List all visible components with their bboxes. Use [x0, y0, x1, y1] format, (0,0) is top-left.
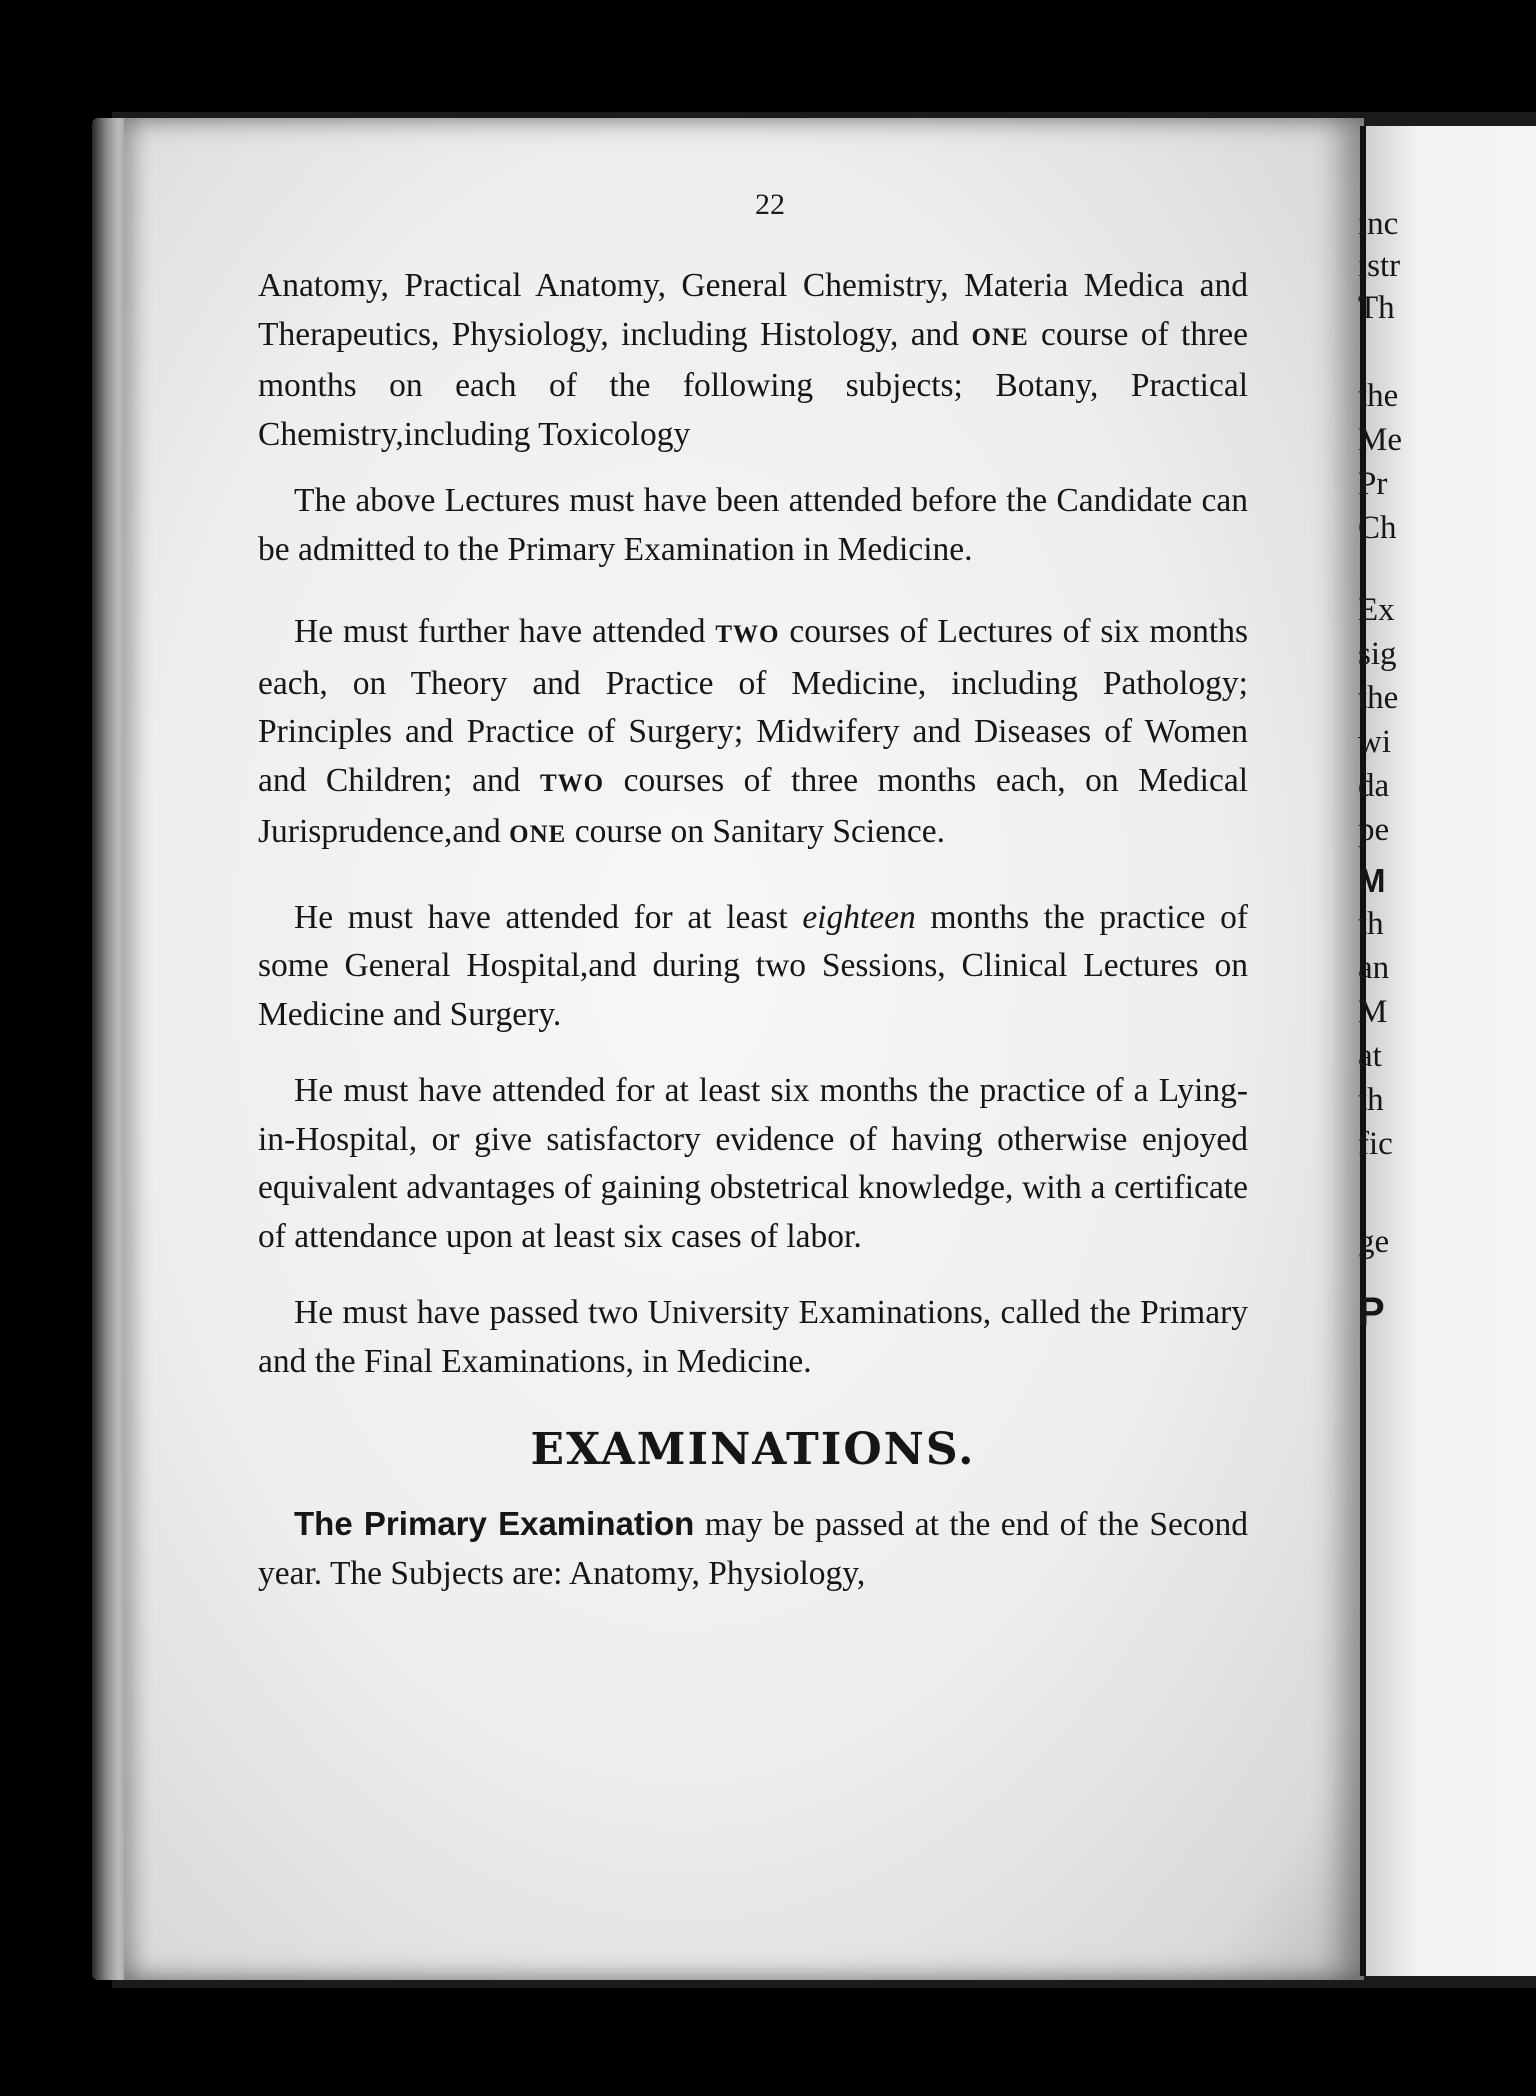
right-page-fragment: ge — [1358, 1224, 1390, 1260]
right-page-fragment: the — [1358, 378, 1399, 414]
paragraph-primary-requirement: The above Lectures must have been attended before the Candidate can be admitted to the Primary Examination in Medicine. — [258, 482, 1248, 568]
text-run: course on Sanitary Science. — [566, 813, 945, 850]
text-run: He must further have attended — [294, 613, 716, 650]
right-page-partial — [1358, 126, 1536, 1976]
paragraph-university-exams: He must have passed two University Examinations, called the Primary and the Final Examinations, in Medicine. — [258, 1294, 1248, 1380]
right-page-fragment: th — [1358, 1082, 1384, 1118]
right-page-fragment: fic — [1358, 1126, 1393, 1162]
right-page-fragment: inc — [1358, 206, 1399, 242]
right-page-fragment: M — [1358, 994, 1388, 1030]
body-text — [258, 262, 1248, 1598]
right-page-fragment: the — [1358, 680, 1399, 716]
right-page-fragment: Th — [1358, 290, 1395, 326]
right-page-fragment: pe — [1358, 812, 1390, 848]
text-run: courses of Lectures of six months each, on Theory and Practice of Medicine, including Pathology; Principles and Practice of Surgery; Midwifery and Diseases of Women and Children; and — [258, 613, 1248, 799]
right-page-fragment: Ch — [1358, 510, 1397, 546]
text-run: Anatomy, Practical Anatomy, General Chemistry, Materia Medica and Therapeutics, Physiology, including Histology, and — [258, 267, 1248, 353]
paragraph-primary-examination — [258, 1500, 1248, 1598]
text-run: He must have attended for at least — [294, 898, 803, 936]
paragraph-course-list — [258, 262, 1248, 459]
page-number: 22 — [755, 188, 785, 221]
section-heading-examinations: EXAMINATIONS. — [530, 1424, 976, 1475]
small-caps-word: ONE — [971, 323, 1029, 351]
text-run: courses of three months each, on Medical Jurisprudence,and — [258, 761, 1248, 850]
paragraph-hospital-practice — [258, 894, 1248, 1040]
right-page-fragment: sig — [1358, 636, 1397, 672]
small-caps-word: TWO — [539, 769, 605, 797]
run-in-heading: The Primary Examination — [294, 1505, 695, 1542]
italic-word: eighteen — [802, 898, 916, 936]
right-page-fragment: istr — [1358, 248, 1401, 284]
text-run: months the practice of some General Hospital,and during two Sessions, Clinical Lectures on Medicine and Surgery. — [258, 898, 1248, 1033]
right-page-fragment: P — [1358, 1290, 1385, 1334]
right-page-fragment: Me — [1358, 422, 1402, 458]
right-page-fragment: an — [1358, 950, 1390, 986]
text-run: course of three months on each of the following subjects; Botany, Practical Chemistry,including Toxicology — [258, 315, 1248, 453]
right-page-fragment: Pr — [1358, 466, 1388, 502]
small-caps-word: TWO — [715, 621, 780, 648]
small-caps-word: ONE — [509, 821, 567, 848]
right-page-fragment: th — [1358, 906, 1384, 942]
right-page-fragment: wi — [1358, 724, 1391, 760]
right-page-fragment: at — [1358, 1038, 1382, 1074]
right-page-fragment: Ex — [1358, 592, 1395, 628]
text-run: may be passed at the end of the Second year. The Subjects are: Anatomy, Physiology, — [258, 1506, 1248, 1592]
right-page-fragment: da — [1358, 768, 1390, 804]
paragraph-lying-in-hospital: He must have attended for at least six months the practice of a Lying-in-Hospital, or give satisfactory evidence of having otherwise enjoyed equivalent advantages of gaining obstetrical knowledge, with a certificate of attendance upon at least six cases of labor. — [258, 1072, 1248, 1255]
right-page-fragment: M — [1358, 862, 1386, 899]
paragraph-further-lectures — [258, 608, 1248, 860]
